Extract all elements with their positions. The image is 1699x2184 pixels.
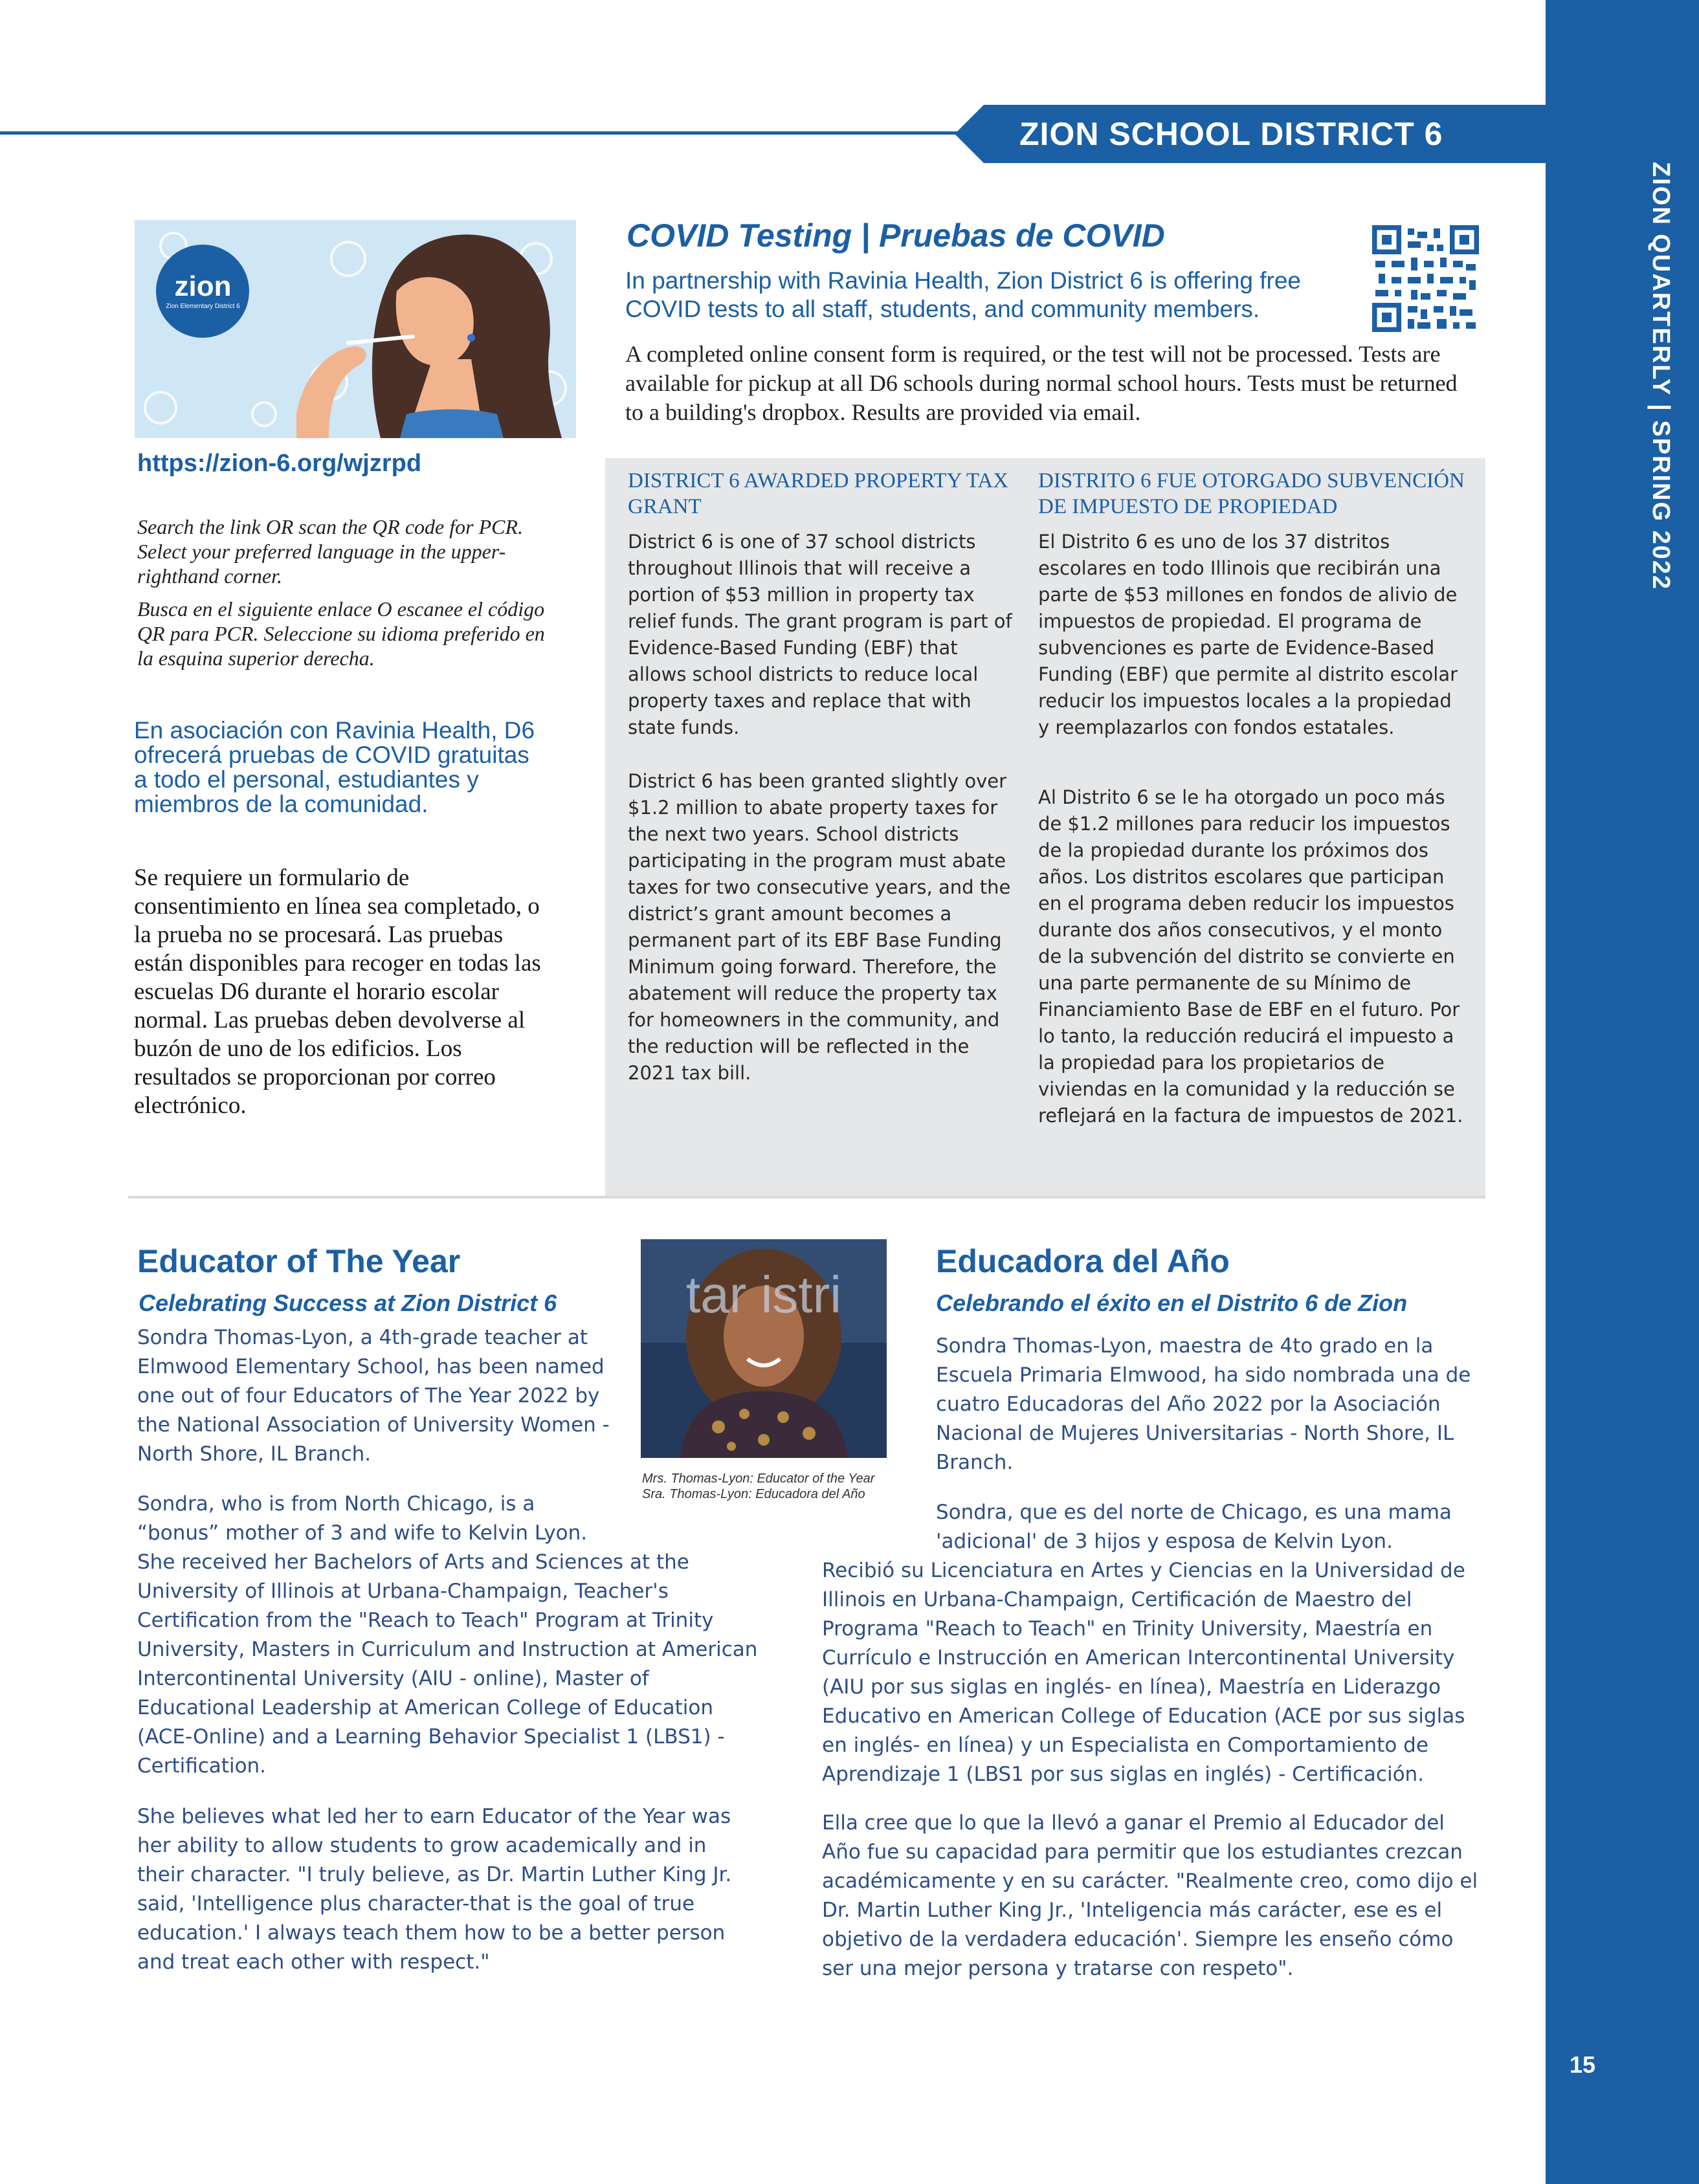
educator-paragraph-english-3: She received her Bachelors of Arts and Sciences at the University of Illinois at Urbana-Champaign, Teacher's Certification from the "Reach to Teach" Program at Trinity University, Masters in Curriculum and Instruction at American Intercontinental University (AIU - online), Master of Educational Leadership at American College of Education (ACE-Online) and a Learning Behavior Specialist 1 (LBS1) - Certification. [137, 1550, 758, 1778]
covid-body-spanish: Se requiere un formulario de consentimiento en línea sea completado, o la prueba no se procesará. Las pruebas están disponibles para recoger en todas las escuelas D6 durante el horario escolar normal. Las pruebas deben devolverse al buzón de uno de los edificios. Los resultados se proporcionan por correo electrónico. [134, 865, 541, 1119]
page-number: 15 [1569, 2051, 1596, 2078]
grant-paragraph-english-2: District 6 has been granted slightly over $1.2 million to abate property taxes for the next two years. School districts participating in the program must abate taxes for two consecutive years, and the district’s grant amount becomes a permanent part of its EBF Base Funding Minimum going forward. Therefore, the abatement will reduce the property tax for homeowners in the community, and the reduction will be reflected in the 2021 tax bill. [628, 770, 1011, 1084]
photo-caption-english: Mrs. Thomas-Lyon: Educator of the Year [642, 1472, 875, 1486]
photo-backdrop-text: tar istri [686, 1266, 841, 1323]
qr-code-icon[interactable] [1372, 225, 1479, 332]
header-title: ZION SCHOOL DISTRICT 6 [1019, 116, 1443, 152]
zion-logo-text: zion [174, 270, 232, 302]
educator-paragraph-english-1: Sondra Thomas-Lyon, a 4th-grade teacher at Elmwood Elementary School, has been named one out of four Educators of The Year 2022 by the National Association of University Women - North Shore, IL Branch. [137, 1326, 610, 1466]
educator-paragraph-spanish-4: Ella cree que lo que la llevó a ganar el Premio al Educador del Año fue su capacidad para permitir que los estudiantes crezcan académicamente y en su carácter. "Realmente creo, como dijo el Dr. Martin Luther King Jr., 'Inteligencia más carácter, ese es el objetivo de la verdadera educación'. Siempre les enseño cómo ser una mejor persona y tratarse con respeto". [822, 1811, 1478, 1980]
grant-heading-spanish: DISTRITO 6 FUE OTORGADO SUBVENCIÓN DE IMPUESTO DE PROPIEDAD [1038, 469, 1465, 518]
covid-intro-spanish: En asociación con Ravinia Health, D6 ofrecerá pruebas de COVID gratuitas a todo el personal, estudiantes y miembros de la comunidad. [134, 717, 535, 817]
educator-subtitle-english: Celebrating Success at Zion District 6 [139, 1290, 557, 1316]
grant-heading-english: DISTRICT 6 AWARDED PROPERTY TAX GRANT [628, 469, 1009, 518]
photo-caption-spanish: Sra. Thomas-Lyon: Educadora del Año [642, 1487, 865, 1501]
covid-subtitle: In partnership with Ravinia Health, Zion District 6 is offering free COVID tests to all staff, students, and community members. [625, 267, 1302, 322]
issue-label-text: ZION QUARTERLY | SPRING 2022 [1647, 162, 1674, 591]
educator-subtitle-spanish: Celebrando el éxito en el Distrito 6 de Zion [936, 1290, 1408, 1316]
educator-photo [641, 1239, 887, 1458]
qr-instructions-spanish: Busca en el siguiente enlace O escanee el código QR para PCR. Seleccione su idioma preferido en la esquina superior derecha. [137, 597, 545, 670]
grant-paragraph-spanish-1: El Distrito 6 es uno de los 37 distritos escolares en todo Illinois que recibirán una parte de $53 millones en fondos de alivio de impuestos de propiedad. El programa de subvenciones es parte de Evidence-Based Funding (EBF) que permite al distrito escolar reducir los impuestos locales a la propiedad y reemplazarlos con fondos estatales. [1038, 531, 1458, 738]
issue-label [1628, 162, 1680, 591]
grant-paragraph-spanish-2: Al Distrito 6 se le ha otorgado un poco más de $1.2 millones para reducir los impuestos de la propiedad durante los próximos dos años. Los distritos escolares que participan en el programa deben reducir los impuestos durante dos años consecutivos, y el monto de la subvención del distrito se convierte en una parte permanente de su Mínimo de Financiamiento Base de EBF en el futuro. Por lo tanto, la reducción reducirá el impuesto a la propiedad para los propietarios de viviendas en la comunidad y la reducción se reflejará en la factura de impuestos de 2021. [1038, 786, 1463, 1127]
qr-code-graphic [1372, 225, 1479, 332]
educator-title-english: Educator of The Year [137, 1243, 461, 1279]
zion-logo-subtext: Zion Elementary District 6 [166, 303, 240, 310]
grant-paragraph-english-1: District 6 is one of 37 school districts throughout Illinois that will receive a portion of $53 million in property tax relief funds. The grant program is part of Evidence-Based Funding (EBF) that allows school districts to reduce local property taxes and replace that with state funds. [628, 531, 1012, 738]
educator-title-spanish: Educadora del Año [936, 1243, 1230, 1279]
covid-illustration-art [135, 220, 576, 438]
educator-paragraph-spanish-1: Sondra Thomas-Lyon, maestra de 4to grado en la Escuela Primaria Elmwood, ha sido nombrada una de cuatro Educadoras del Año 2022 por la Asociación Nacional de Mujeres Universitarias - North Shore, IL Branch. [936, 1334, 1471, 1474]
photo-caption [642, 1471, 914, 1502]
educator-paragraph-english-2: Sondra, who is from North Chicago, is a “bonus” mother of 3 and wife to Kelvin Lyon. [137, 1492, 588, 1545]
covid-registration-link[interactable]: https://zion-6.org/wjzrpd [137, 450, 422, 477]
covid-test-illustration [135, 220, 576, 438]
header-rule [0, 131, 971, 135]
qr-instructions-english: Search the link OR scan the QR code for PCR. Select your preferred language in the upper-righthand corner. [137, 515, 523, 588]
section-divider [128, 1196, 1485, 1198]
educator-paragraph-spanish-3: Recibió su Licenciatura en Artes y Ciencias en la Universidad de Illinois en Urbana-Champaign, Certificación de Maestro del Programa "Reach to Teach" en Trinity University, Maestría en Currículo e Instrucción en American Intercontinental University (AIU por sus siglas en inglés- en línea), Maestría en Liderazgo Educativo en American College of Education (ACE por sus siglas en inglés- en línea) y un Especialista en Comportamiento de Aprendizaje 1 (LBS1 por sus siglas en inglés) - Certificación. [822, 1559, 1465, 1786]
covid-title: COVID Testing | Pruebas de COVID [627, 217, 1165, 254]
educator-paragraph-spanish-2: Sondra, que es del norte de Chicago, es una mama 'adicional' de 3 hijos y esposa de Kelvin Lyon. [936, 1501, 1452, 1553]
educator-paragraph-english-4: She believes what led her to earn Educator of the Year was her ability to allow students to grow academically and in their character. "I truly believe, as Dr. Martin Luther King Jr. said, 'Intelligence plus character-that is the goal of true education.' I always teach them how to be a better person and treat each other with respect." [137, 1805, 732, 1974]
covid-body-english: A completed online consent form is required, or the test will not be processed. Tests are available for pickup at all D6 schools during normal school hours. Tests must be returned to a building's dropbox. Results are provided via email. [625, 341, 1458, 425]
